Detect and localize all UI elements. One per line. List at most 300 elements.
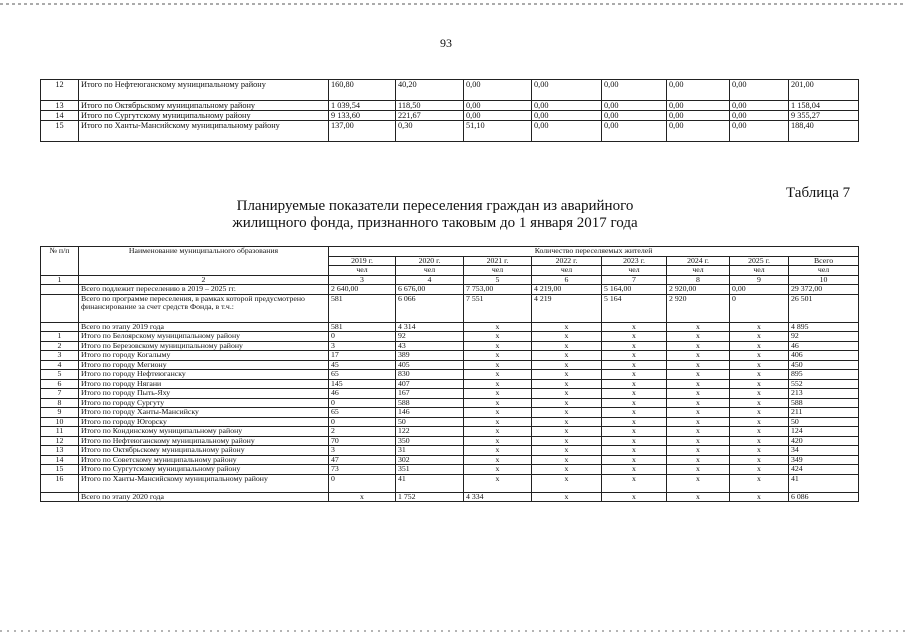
- table-cell: x: [730, 360, 789, 370]
- table-cell: 34: [789, 446, 859, 456]
- table-cell: 2 640,00: [329, 285, 396, 295]
- table-title: Планируемые показатели переселения граждан из аварийного жилищного фонда, признанного таковым до 1 января 2017 года: [232, 198, 638, 231]
- table-cell: x: [464, 322, 532, 332]
- table-cell: 351: [396, 465, 464, 475]
- table-cell: 0,00: [464, 101, 532, 111]
- table-cell: x: [730, 455, 789, 465]
- table-row: [41, 341, 859, 351]
- table-cell: 211: [789, 408, 859, 418]
- row-name-cell: Итого по городу Ханты-Мансийску: [79, 408, 329, 418]
- table-cell: x: [532, 389, 602, 399]
- table-cell: x: [730, 341, 789, 351]
- table-row: [41, 101, 859, 111]
- table-cell: 0: [329, 332, 396, 342]
- table-cell: 588: [789, 398, 859, 408]
- table-cell: 5: [41, 370, 79, 380]
- year-header-cell: Всего: [789, 256, 859, 266]
- table-cell: 47: [329, 455, 396, 465]
- row-name-cell: Итого по Октябрьскому муниципальному району: [79, 446, 329, 456]
- table-row: [41, 455, 859, 465]
- table-cell: x: [602, 398, 667, 408]
- table-cell: 0: [329, 398, 396, 408]
- unit-header-cell: чел: [789, 266, 859, 276]
- table-cell: x: [464, 474, 532, 492]
- column-header-group: Количество переселяемых жителей: [329, 247, 859, 257]
- table-row: [41, 436, 859, 446]
- year-header-cell: 2020 г.: [396, 256, 464, 266]
- year-header-cell: 2023 г.: [602, 256, 667, 266]
- table-cell: 213: [789, 389, 859, 399]
- table-cell: x: [602, 389, 667, 399]
- table-cell: x: [464, 436, 532, 446]
- table-cell: x: [464, 341, 532, 351]
- table-cell: x: [464, 332, 532, 342]
- table-cell: x: [602, 427, 667, 437]
- table-cell: x: [602, 465, 667, 475]
- table-cell: 0,00: [730, 121, 789, 142]
- table-cell: x: [730, 436, 789, 446]
- index-header-cell: 7: [602, 275, 667, 285]
- row-name-cell: Итого по городу Когалыму: [79, 351, 329, 361]
- table-cell: x: [464, 351, 532, 361]
- table-cell: [41, 294, 79, 322]
- row-name-cell: Итого по городу Нефтеюганску: [79, 370, 329, 380]
- table-cell: x: [667, 474, 730, 492]
- table-cell: 13: [41, 446, 79, 456]
- table-cell: 5 164: [602, 294, 667, 322]
- table-cell: x: [730, 408, 789, 418]
- table-row: [41, 398, 859, 408]
- table-cell: 552: [789, 379, 859, 389]
- table-cell: 51,10: [464, 121, 532, 142]
- table-cell: x: [464, 398, 532, 408]
- table-cell: x: [602, 436, 667, 446]
- table-cell: x: [464, 408, 532, 418]
- table-cell: 45: [329, 360, 396, 370]
- table-cell: 0,00: [532, 121, 602, 142]
- table-row: [41, 492, 859, 502]
- resettlement-table: [40, 246, 859, 502]
- table-cell: x: [667, 417, 730, 427]
- unit-header-cell: чел: [602, 266, 667, 276]
- table-cell: x: [464, 427, 532, 437]
- table-cell: 137,00: [329, 121, 396, 142]
- table-row: [41, 408, 859, 418]
- row-name-cell: Итого по Березовскому муниципальному району: [79, 341, 329, 351]
- table-cell: x: [532, 379, 602, 389]
- table-cell: x: [602, 474, 667, 492]
- table-cell: 0,00: [602, 121, 667, 142]
- table-cell: x: [667, 351, 730, 361]
- table-cell: x: [532, 408, 602, 418]
- table-cell: x: [532, 332, 602, 342]
- table-cell: 0,00: [730, 101, 789, 111]
- table-cell: 118,50: [396, 101, 464, 111]
- table-number-label: Таблица 7: [786, 185, 851, 201]
- scan-edge-bottom: [0, 630, 905, 632]
- table-cell: 3: [41, 351, 79, 361]
- table-cell: 4 219: [532, 294, 602, 322]
- table-cell: 122: [396, 427, 464, 437]
- table-cell: 29 372,00: [789, 285, 859, 295]
- table-cell: x: [667, 446, 730, 456]
- header-row-index: [41, 275, 859, 285]
- table-cell: 2: [41, 341, 79, 351]
- table-cell: 16: [41, 474, 79, 492]
- table-cell: 406: [789, 351, 859, 361]
- table-cell: 420: [789, 436, 859, 446]
- table-row: [41, 427, 859, 437]
- unit-header-cell: чел: [329, 266, 396, 276]
- table-cell: x: [667, 492, 730, 502]
- year-header-cell: 2021 г.: [464, 256, 532, 266]
- table-cell: 7 753,00: [464, 285, 532, 295]
- scan-edge-top: [0, 3, 905, 5]
- table-cell: x: [667, 341, 730, 351]
- table-cell: 3: [329, 341, 396, 351]
- table-cell: 0,00: [464, 111, 532, 121]
- table-cell: 41: [396, 474, 464, 492]
- table-cell: 3: [329, 446, 396, 456]
- table-cell: 0,00: [667, 121, 730, 142]
- table-cell: 4 314: [396, 322, 464, 332]
- table-cell: x: [464, 370, 532, 380]
- table-cell: 10: [41, 417, 79, 427]
- table-cell: x: [464, 417, 532, 427]
- table-cell: 221,67: [396, 111, 464, 121]
- table-cell: 0,00: [667, 111, 730, 121]
- table-cell: x: [602, 370, 667, 380]
- table-cell: x: [730, 446, 789, 456]
- table-cell: 7 551: [464, 294, 532, 322]
- index-header-cell: 10: [789, 275, 859, 285]
- table-cell: 2 920,00: [667, 285, 730, 295]
- table-cell: x: [730, 351, 789, 361]
- table-cell: 350: [396, 436, 464, 446]
- table-cell: x: [532, 446, 602, 456]
- table-cell: x: [730, 474, 789, 492]
- row-name-cell: Итого по Сургутскому муниципальному району: [79, 465, 329, 475]
- row-name-cell: Итого по Белоярскому муниципальному району: [79, 332, 329, 342]
- year-header-cell: 2022 г.: [532, 256, 602, 266]
- row-name-cell: Итого по Ханты-Мансийскому муниципальному району: [79, 474, 329, 492]
- table-cell: x: [602, 492, 667, 502]
- table-cell: 450: [789, 360, 859, 370]
- table-cell: x: [730, 370, 789, 380]
- table-cell: 160,80: [329, 80, 396, 101]
- table-cell: 0,00: [532, 80, 602, 101]
- table-cell: 588: [396, 398, 464, 408]
- table-cell: 0,00: [464, 80, 532, 101]
- unit-header-cell: чел: [464, 266, 532, 276]
- table-row: [41, 294, 859, 322]
- row-name-cell: Итого по Октябрьскому муниципальному району: [79, 101, 329, 111]
- table-cell: x: [532, 492, 602, 502]
- table-cell: x: [464, 379, 532, 389]
- table-cell: 4 219,00: [532, 285, 602, 295]
- table-cell: x: [730, 492, 789, 502]
- table-cell: [41, 285, 79, 295]
- row-name-cell: Итого по Ханты-Мансийскому муниципальному району: [79, 121, 329, 142]
- table-cell: 4 334: [464, 492, 532, 502]
- table-cell: x: [532, 351, 602, 361]
- table-row: [41, 111, 859, 121]
- column-header-number: № п/п: [41, 247, 79, 276]
- table-cell: 7: [41, 389, 79, 399]
- index-header-cell: 8: [667, 275, 730, 285]
- table-cell: 31: [396, 446, 464, 456]
- table-cell: x: [667, 322, 730, 332]
- table-cell: x: [532, 417, 602, 427]
- table-cell: 6 066: [396, 294, 464, 322]
- table-cell: x: [602, 322, 667, 332]
- table-cell: 581: [329, 322, 396, 332]
- index-header-cell: 5: [464, 275, 532, 285]
- table-cell: x: [667, 398, 730, 408]
- table-cell: 41: [789, 474, 859, 492]
- row-name-cell: Итого по городу Сургуту: [79, 398, 329, 408]
- table-cell: x: [730, 398, 789, 408]
- table-cell: x: [667, 455, 730, 465]
- table-cell: x: [667, 408, 730, 418]
- row-name-cell: Итого по Советскому муниципальному району: [79, 455, 329, 465]
- table-cell: x: [532, 436, 602, 446]
- year-header-cell: 2025 г.: [730, 256, 789, 266]
- table-cell: x: [532, 360, 602, 370]
- row-name-cell: Итого по городу Пыть-Яху: [79, 389, 329, 399]
- table-cell: x: [532, 474, 602, 492]
- table-cell: x: [602, 360, 667, 370]
- table-cell: x: [730, 465, 789, 475]
- table-cell: x: [730, 417, 789, 427]
- table-row: [41, 322, 859, 332]
- unit-header-cell: чел: [532, 266, 602, 276]
- table-cell: x: [532, 370, 602, 380]
- table-cell: 302: [396, 455, 464, 465]
- table-cell: 1: [41, 332, 79, 342]
- year-header-cell: 2019 г.: [329, 256, 396, 266]
- table-cell: 0,00: [730, 80, 789, 101]
- table-cell: 188,40: [789, 121, 859, 142]
- table-cell: x: [667, 379, 730, 389]
- table-cell: 830: [396, 370, 464, 380]
- index-header-cell: 3: [329, 275, 396, 285]
- row-name-cell: Всего по этапу 2019 года: [79, 322, 329, 332]
- table-cell: 167: [396, 389, 464, 399]
- row-name-cell: Всего подлежит переселению в 2019 – 2025 гг.: [79, 285, 329, 295]
- table-cell: x: [730, 427, 789, 437]
- table-cell: x: [667, 427, 730, 437]
- table-cell: 4: [41, 360, 79, 370]
- table-cell: 0,00: [667, 80, 730, 101]
- table-cell: 389: [396, 351, 464, 361]
- table-cell: 26 501: [789, 294, 859, 322]
- table-row: [41, 474, 859, 492]
- table-cell: 581: [329, 294, 396, 322]
- table-cell: x: [464, 389, 532, 399]
- index-header-cell: 1: [41, 275, 79, 285]
- table-cell: 1 039,54: [329, 101, 396, 111]
- index-header-cell: 4: [396, 275, 464, 285]
- table-cell: 14: [41, 111, 79, 121]
- table-cell: 50: [789, 417, 859, 427]
- table-cell: x: [730, 389, 789, 399]
- table-cell: 0,00: [532, 101, 602, 111]
- row-name-cell: Итого по городу Нягани: [79, 379, 329, 389]
- table-row: [41, 80, 859, 101]
- unit-header-cell: чел: [730, 266, 789, 276]
- table-cell: 424: [789, 465, 859, 475]
- table-cell: [41, 492, 79, 502]
- table-row: [41, 370, 859, 380]
- table-cell: 0: [329, 417, 396, 427]
- table-row: [41, 360, 859, 370]
- table-cell: 46: [329, 389, 396, 399]
- table-cell: x: [602, 455, 667, 465]
- table-cell: x: [730, 332, 789, 342]
- table-cell: x: [667, 436, 730, 446]
- table-cell: 0,30: [396, 121, 464, 142]
- table-cell: 0,00: [602, 101, 667, 111]
- table-cell: 405: [396, 360, 464, 370]
- table-cell: 6 086: [789, 492, 859, 502]
- table-cell: 145: [329, 379, 396, 389]
- table-cell: 5 164,00: [602, 285, 667, 295]
- table-cell: 4 895: [789, 322, 859, 332]
- table-cell: 1 752: [396, 492, 464, 502]
- previous-table-continuation: [40, 79, 859, 142]
- row-name-cell: Итого по Сургутскому муниципальному району: [79, 111, 329, 121]
- table-cell: 0,00: [730, 111, 789, 121]
- index-header-cell: 2: [79, 275, 329, 285]
- table-cell: x: [532, 427, 602, 437]
- table-cell: 65: [329, 408, 396, 418]
- table-cell: x: [464, 446, 532, 456]
- row-name-cell: Итого по Нефтеюганскому муниципальному району: [79, 80, 329, 101]
- table-cell: 15: [41, 121, 79, 142]
- table-cell: x: [532, 465, 602, 475]
- table-cell: [41, 322, 79, 332]
- table-cell: 43: [396, 341, 464, 351]
- table-row: [41, 446, 859, 456]
- table-cell: 0,00: [602, 111, 667, 121]
- table-cell: x: [667, 465, 730, 475]
- table-row: [41, 121, 859, 142]
- table-cell: x: [602, 332, 667, 342]
- table-cell: x: [532, 398, 602, 408]
- year-header-cell: 2024 г.: [667, 256, 730, 266]
- table-cell: x: [667, 389, 730, 399]
- table-cell: 2: [329, 427, 396, 437]
- row-name-cell: Итого по городу Мегиону: [79, 360, 329, 370]
- table-cell: x: [602, 446, 667, 456]
- table-row: [41, 417, 859, 427]
- table-cell: 92: [396, 332, 464, 342]
- index-header-cell: 6: [532, 275, 602, 285]
- row-name-cell: Итого по Нефтеюганскому муниципальному району: [79, 436, 329, 446]
- unit-header-cell: чел: [396, 266, 464, 276]
- column-header-name: Наименование муниципального образования: [79, 247, 329, 276]
- table-cell: x: [602, 341, 667, 351]
- table-cell: 65: [329, 370, 396, 380]
- table-cell: x: [464, 455, 532, 465]
- table-cell: x: [329, 492, 396, 502]
- table-cell: 12: [41, 436, 79, 446]
- table-cell: 12: [41, 80, 79, 101]
- table-cell: x: [602, 408, 667, 418]
- table-cell: 407: [396, 379, 464, 389]
- table-cell: x: [464, 465, 532, 475]
- table-cell: 1 158,04: [789, 101, 859, 111]
- table-cell: x: [602, 379, 667, 389]
- table-cell: 92: [789, 332, 859, 342]
- row-name-cell: Всего по программе переселения, в рамках которой предусмотрено финансирование за счет средств Фонда, в т.ч.:: [79, 294, 329, 322]
- table-cell: x: [464, 360, 532, 370]
- table-cell: 17: [329, 351, 396, 361]
- table-cell: 9 133,60: [329, 111, 396, 121]
- row-name-cell: Всего по этапу 2020 года: [79, 492, 329, 502]
- table-cell: 73: [329, 465, 396, 475]
- table-cell: 14: [41, 455, 79, 465]
- table-cell: x: [667, 370, 730, 380]
- row-name-cell: Итого по Кондинскому муниципальному району: [79, 427, 329, 437]
- page-number: 93: [440, 36, 452, 50]
- table-cell: x: [602, 417, 667, 427]
- table-cell: 0: [329, 474, 396, 492]
- table-cell: x: [667, 332, 730, 342]
- table-cell: 0,00: [667, 101, 730, 111]
- table-cell: x: [532, 341, 602, 351]
- table-cell: 0,00: [602, 80, 667, 101]
- table-row: [41, 332, 859, 342]
- table-row: [41, 379, 859, 389]
- table-cell: 0: [730, 294, 789, 322]
- table-cell: 895: [789, 370, 859, 380]
- table-cell: 146: [396, 408, 464, 418]
- table-cell: 124: [789, 427, 859, 437]
- table-cell: 8: [41, 398, 79, 408]
- table-cell: 0,00: [532, 111, 602, 121]
- table-cell: 15: [41, 465, 79, 475]
- table-cell: 50: [396, 417, 464, 427]
- table-cell: 40,20: [396, 80, 464, 101]
- header-row-top: [41, 247, 859, 257]
- table-cell: x: [532, 322, 602, 332]
- table-cell: x: [730, 379, 789, 389]
- table-cell: 201,00: [789, 80, 859, 101]
- table-cell: 70: [329, 436, 396, 446]
- table-cell: 2 920: [667, 294, 730, 322]
- table-cell: x: [602, 351, 667, 361]
- table-row: [41, 351, 859, 361]
- table-cell: x: [667, 360, 730, 370]
- table-cell: 349: [789, 455, 859, 465]
- table-cell: 9 355,27: [789, 111, 859, 121]
- unit-header-cell: чел: [667, 266, 730, 276]
- table-cell: x: [532, 455, 602, 465]
- table-row: [41, 389, 859, 399]
- row-name-cell: Итого по городу Югорску: [79, 417, 329, 427]
- index-header-cell: 9: [730, 275, 789, 285]
- table-cell: 11: [41, 427, 79, 437]
- table-row: [41, 465, 859, 475]
- table-cell: 46: [789, 341, 859, 351]
- table-cell: 9: [41, 408, 79, 418]
- table-row: [41, 285, 859, 295]
- table-cell: 6 676,00: [396, 285, 464, 295]
- table-cell: 13: [41, 101, 79, 111]
- table-cell: 0,00: [730, 285, 789, 295]
